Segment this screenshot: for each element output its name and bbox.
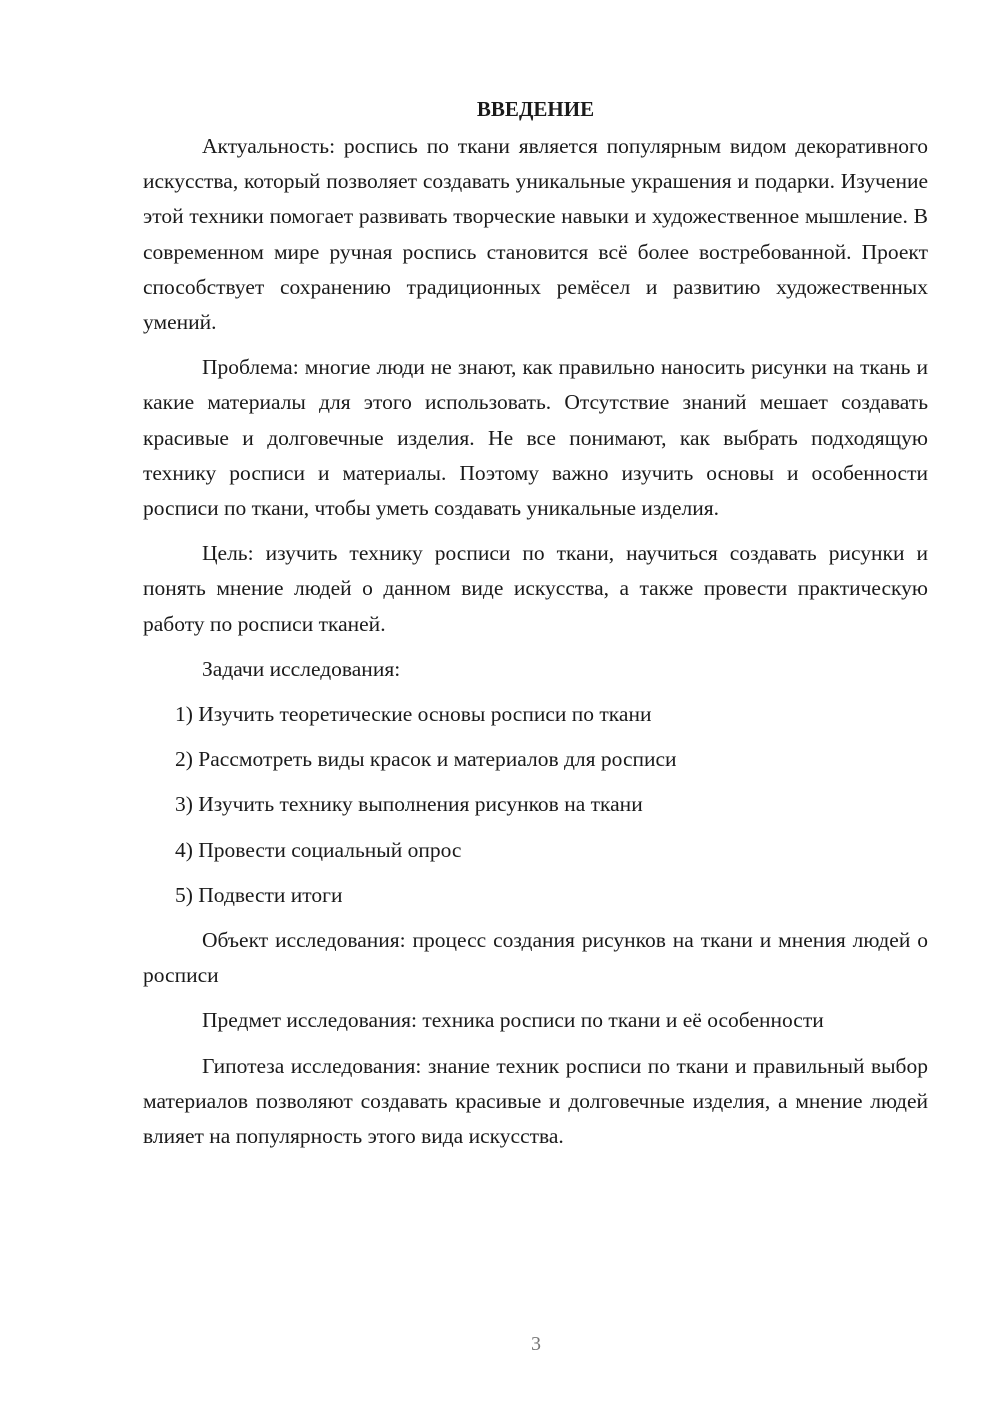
- page-number: 3: [531, 1333, 541, 1355]
- tasks-heading: Задачи исследования:: [202, 656, 401, 681]
- task-item: 5) Подвести итоги: [175, 882, 343, 907]
- goal-paragraph: Цель: изучить технику росписи по ткани, научиться создавать рисунки и понять мнение людей о данном виде искусства, а также провести практическую работу по росписи тканей.: [143, 541, 928, 636]
- document-page: [143, 92, 928, 1164]
- problem-paragraph: Проблема: многие люди не знают, как правильно наносить рисунки на ткань и какие материалы для этого использовать. Отсутствие знаний мешает создавать красивые и долговечные изделия. Не все понимают, как выбрать подходящую технику росписи и материалы. Поэтому важно изучить основы и особенности росписи по ткани, чтобы уметь создавать уникальные изделия.: [143, 355, 928, 521]
- object-paragraph: Объект исследования: процесс создания рисунков на ткани и мнения людей о росписи: [143, 928, 928, 988]
- hypothesis-paragraph: Гипотеза исследования: знание техник росписи по ткани и правильный выбор материалов позволяют создавать красивые и долговечные изделия, а мнение людей влияет на популярность этого вида искусства.: [143, 1053, 928, 1149]
- section-heading: ВВЕДЕНИЕ: [476, 97, 595, 121]
- task-item: 4) Провести социальный опрос: [175, 837, 462, 862]
- task-item: 1) Изучить теоретические основы росписи по ткани: [175, 702, 652, 727]
- task-item: 2) Рассмотреть виды красок и материалов для росписи: [175, 747, 677, 772]
- task-item: 3) Изучить технику выполнения рисунков на ткани: [175, 792, 643, 817]
- subject-paragraph: Предмет исследования: техника росписи по ткани и её особенности: [202, 1008, 824, 1033]
- tasks-list: [143, 697, 928, 913]
- relevance-paragraph: Актуальность: роспись по ткани является популярным видом декоративного искусства, который позволяет создавать уникальные украшения и подарки. Изучение этой техники помогает развивать творческие навыки и художественное мышление. В современном мире ручная роспись становится всё более востребованной. Проект способствует сохранению традиционных ремёсел и развитию художественных умений.: [143, 134, 928, 335]
